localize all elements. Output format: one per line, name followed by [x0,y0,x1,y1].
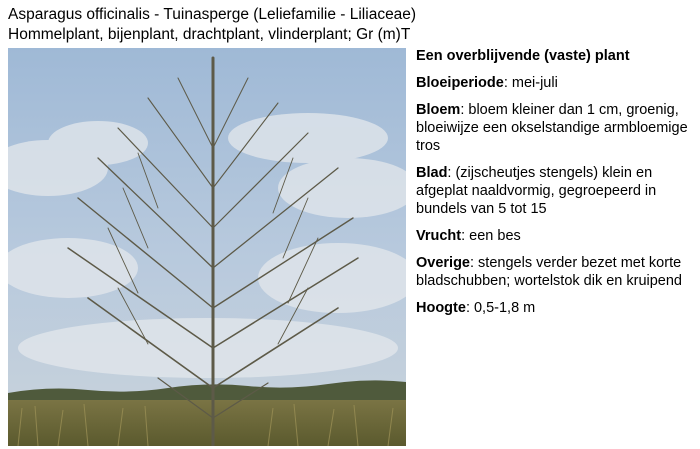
info-heading: Een overblijvende (vaste) plant [416,48,630,64]
info-hoogte [416,299,696,317]
info-label: Blad [416,165,448,181]
plant-photo [8,48,406,446]
info-bloeiperiode [416,74,696,92]
asparagus-plant-icon [8,48,406,446]
info-vrucht [416,227,696,245]
title-line: Asparagus officinalis - Tuinasperge (Leliefamilie - Liliaceae) [8,6,417,23]
info-bloem [416,101,696,155]
info-overige [416,254,696,290]
page-header [8,5,416,45]
info-blad [416,164,696,218]
info-value: : (zijscheutjes stengels) klein en afgeplat naaldvormig, gegroepeerd in bundels van 5 tot 15 [416,165,657,217]
info-value: : een bes [461,228,521,244]
info-label: Bloem [416,102,461,118]
info-label: Overige [416,255,470,271]
info-label: Vrucht [416,228,462,244]
info-value: : bloem kleiner dan 1 cm, groenig, bloeiwijze een okselstandige armbloemige tros [416,102,688,154]
plant-info [416,47,696,326]
info-value: : 0,5-1,8 m [465,300,536,316]
info-value: : stengels verder bezet met korte bladschubben; wortelstok dik en kruipend [416,255,682,289]
info-label: Hoogte [416,300,466,316]
info-label: Bloeiperiode [416,75,504,91]
subtitle-line: Hommelplant, bijenplant, drachtplant, vlinderplant; Gr (m)T [8,26,411,43]
info-value: : mei-juli [503,75,558,91]
